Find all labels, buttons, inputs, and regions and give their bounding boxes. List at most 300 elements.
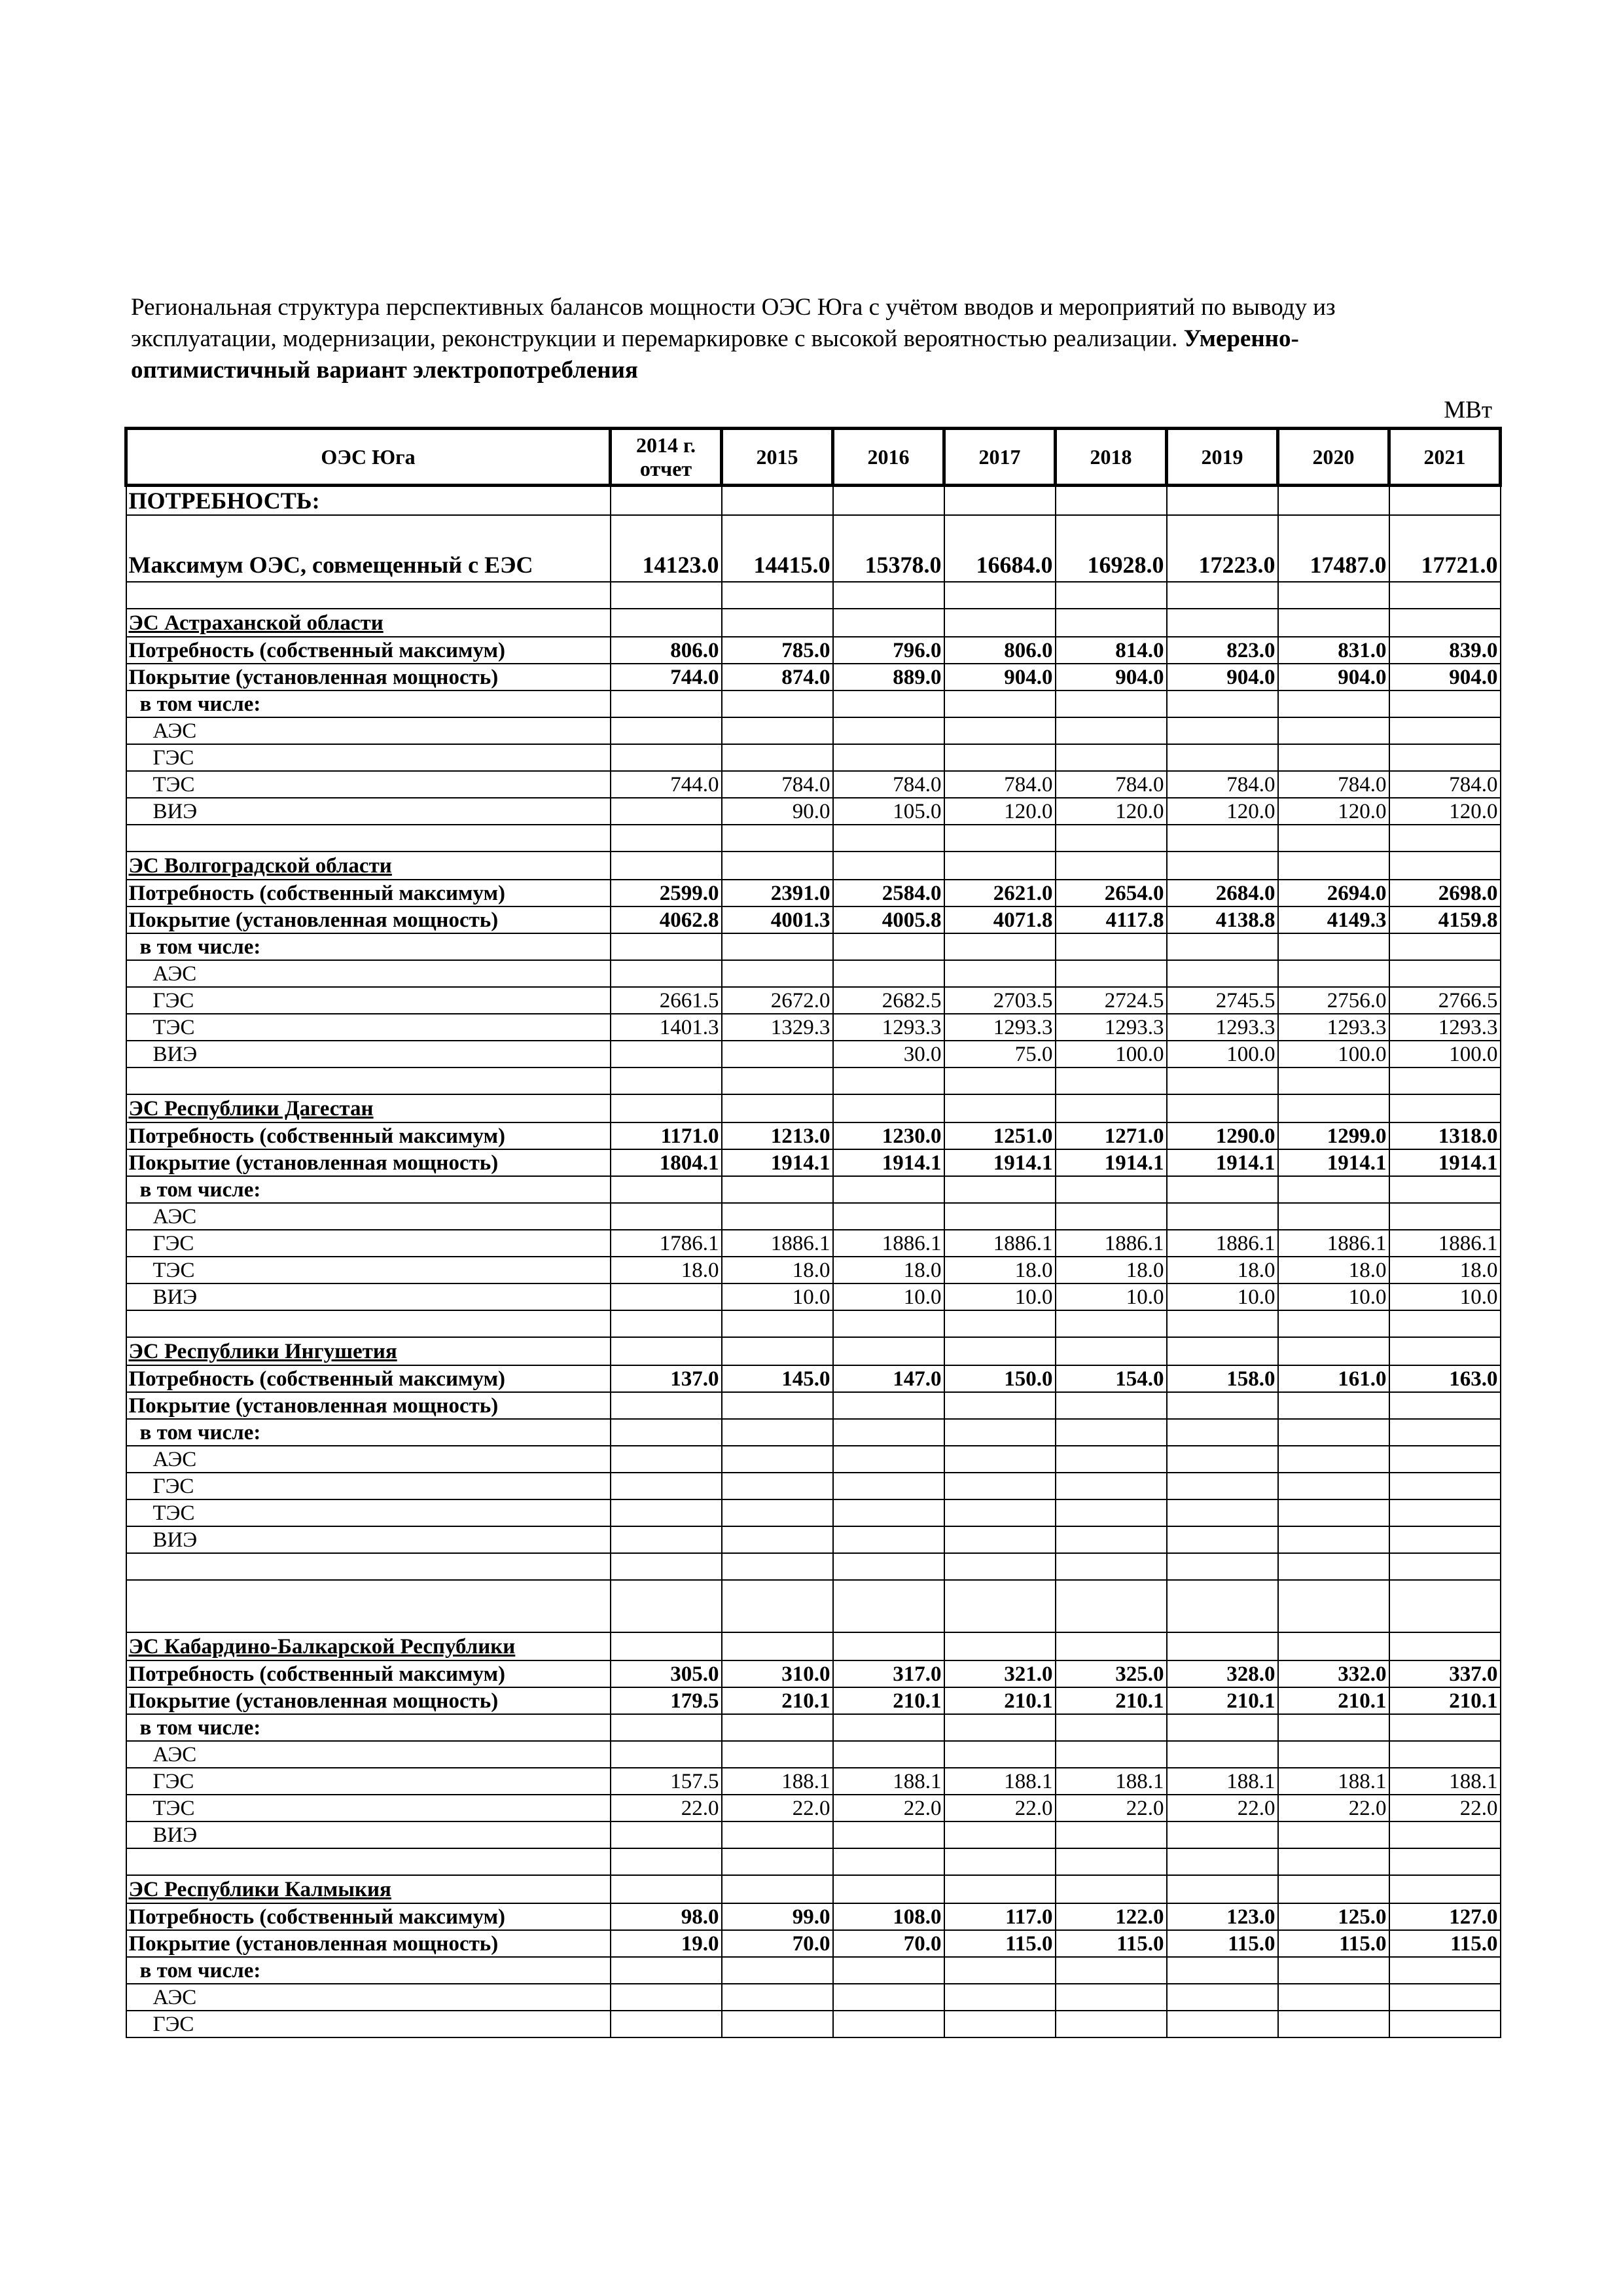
value-cell: 2672.0: [722, 987, 833, 1014]
value-cell: [1167, 1632, 1278, 1660]
res-row: [126, 1821, 1501, 1848]
value-cell: 1329.3: [722, 1014, 833, 1041]
value-cell: 4005.8: [833, 906, 944, 933]
value-cell: 874.0: [722, 664, 833, 691]
value-cell: 744.0: [611, 664, 722, 691]
value-cell: [1389, 1419, 1501, 1446]
value-cell: [833, 825, 944, 852]
value-cell: 806.0: [944, 637, 1056, 664]
value-cell: 1786.1: [611, 1230, 722, 1257]
coverage-row-label: Покрытие (установленная мощность): [126, 664, 611, 691]
tpp-row: [126, 1795, 1501, 1821]
value-cell: [722, 1580, 833, 1632]
value-cell: 123.0: [1167, 1903, 1278, 1930]
value-cell: [722, 1473, 833, 1499]
value-cell: [1167, 1553, 1278, 1580]
tpp-row-label: ТЭС: [126, 1499, 611, 1526]
value-cell: 806.0: [611, 637, 722, 664]
value-cell: 1230.0: [833, 1122, 944, 1149]
header-2014-line1: 2014 г.: [636, 433, 696, 457]
value-cell: 188.1: [1056, 1768, 1167, 1795]
value-cell: [722, 717, 833, 744]
value-cell: 1293.3: [1278, 1014, 1389, 1041]
value-cell: 120.0: [1389, 798, 1501, 825]
value-cell: [1056, 1821, 1167, 1848]
value-cell: [1278, 1176, 1389, 1203]
value-cell: 22.0: [722, 1795, 833, 1821]
value-cell: 120.0: [1056, 798, 1167, 825]
section-title-row: [126, 486, 1501, 516]
tpp-row: [126, 771, 1501, 798]
blank-row: [126, 1848, 1501, 1875]
coverage-row: [126, 1392, 1501, 1419]
value-cell: 210.1: [1167, 1687, 1278, 1714]
value-cell: [611, 1446, 722, 1473]
tpp-row: [126, 1014, 1501, 1041]
npp-row: [126, 960, 1501, 987]
blank-row-label: [126, 1553, 611, 1580]
value-cell: [722, 1094, 833, 1122]
value-cell: 75.0: [944, 1041, 1056, 1067]
value-cell: 1914.1: [833, 1149, 944, 1176]
value-cell: [1389, 609, 1501, 637]
value-cell: [833, 1499, 944, 1526]
value-cell: [722, 1337, 833, 1365]
value-cell: 145.0: [722, 1365, 833, 1392]
value-cell: [1167, 1499, 1278, 1526]
value-cell: [1278, 933, 1389, 960]
value-cell: 839.0: [1389, 637, 1501, 664]
value-cell: 2391.0: [722, 880, 833, 906]
value-cell: [833, 1526, 944, 1553]
value-cell: [1278, 1875, 1389, 1903]
header-year: 2019: [1167, 429, 1278, 486]
value-cell: [1056, 1337, 1167, 1365]
value-cell: [944, 1446, 1056, 1473]
header-row: [126, 429, 1501, 486]
value-cell: 117.0: [944, 1903, 1056, 1930]
value-cell: 16684.0: [944, 515, 1056, 582]
value-cell: [944, 1580, 1056, 1632]
value-cell: 1914.1: [1278, 1149, 1389, 1176]
value-cell: 100.0: [1278, 1041, 1389, 1067]
hpp-row-label: ГЭС: [126, 987, 611, 1014]
value-cell: [944, 1957, 1056, 1984]
value-cell: [833, 1553, 944, 1580]
value-cell: 125.0: [1278, 1903, 1389, 1930]
value-cell: 904.0: [1167, 664, 1278, 691]
value-cell: [944, 582, 1056, 609]
coverage-row: [126, 664, 1501, 691]
value-cell: [611, 1741, 722, 1768]
value-cell: 2584.0: [833, 880, 944, 906]
value-cell: [722, 1310, 833, 1337]
value-cell: [1167, 933, 1278, 960]
value-cell: [611, 960, 722, 987]
region-row-label: ЭС Республики Калмыкия: [126, 1875, 611, 1903]
coverage-row-label: Покрытие (установленная мощность): [126, 1392, 611, 1419]
value-cell: [1389, 1310, 1501, 1337]
value-cell: [722, 1446, 833, 1473]
value-cell: 332.0: [1278, 1660, 1389, 1687]
value-cell: [1056, 1957, 1167, 1984]
value-cell: 17721.0: [1389, 515, 1501, 582]
value-cell: 105.0: [833, 798, 944, 825]
value-cell: [944, 1984, 1056, 2011]
coverage-row-label: Покрытие (установленная мощность): [126, 1149, 611, 1176]
value-cell: [722, 1714, 833, 1741]
value-cell: [833, 852, 944, 880]
value-cell: [1056, 691, 1167, 717]
npp-row: [126, 717, 1501, 744]
value-cell: 1886.1: [722, 1230, 833, 1257]
npp-row: [126, 1203, 1501, 1230]
value-cell: 179.5: [611, 1687, 722, 1714]
value-cell: 161.0: [1278, 1365, 1389, 1392]
tpp-row-label: ТЭС: [126, 771, 611, 798]
value-cell: [944, 1473, 1056, 1499]
value-cell: 1914.1: [1056, 1149, 1167, 1176]
value-cell: 784.0: [944, 771, 1056, 798]
value-cell: 1886.1: [1167, 1230, 1278, 1257]
hpp-row: [126, 2011, 1501, 2037]
value-cell: [611, 2011, 722, 2037]
value-cell: [944, 1714, 1056, 1741]
value-cell: 2694.0: [1278, 880, 1389, 906]
value-cell: [611, 1067, 722, 1094]
value-cell: [1389, 1741, 1501, 1768]
hpp-row-label: ГЭС: [126, 2011, 611, 2037]
value-cell: 10.0: [1389, 1283, 1501, 1310]
value-cell: 10.0: [1278, 1283, 1389, 1310]
value-cell: [1278, 1473, 1389, 1499]
value-cell: [944, 1419, 1056, 1446]
value-cell: [611, 1176, 722, 1203]
value-cell: [1167, 1875, 1278, 1903]
value-cell: [722, 1821, 833, 1848]
including-row-label: в том числе:: [126, 1714, 611, 1741]
value-cell: [1278, 717, 1389, 744]
blank-row-label: [126, 1067, 611, 1094]
value-cell: [722, 1984, 833, 2011]
value-cell: 99.0: [722, 1903, 833, 1930]
value-cell: 127.0: [1389, 1903, 1501, 1930]
value-cell: 210.1: [1389, 1687, 1501, 1714]
value-cell: 823.0: [1167, 637, 1278, 664]
value-cell: [1278, 1526, 1389, 1553]
value-cell: [722, 486, 833, 516]
value-cell: 120.0: [944, 798, 1056, 825]
value-cell: [944, 486, 1056, 516]
value-cell: 2682.5: [833, 987, 944, 1014]
value-cell: [1278, 960, 1389, 987]
value-cell: 2724.5: [1056, 987, 1167, 1014]
value-cell: [833, 1984, 944, 2011]
coverage-row: [126, 1149, 1501, 1176]
value-cell: 2661.5: [611, 987, 722, 1014]
value-cell: [833, 1310, 944, 1337]
value-cell: [1278, 1067, 1389, 1094]
value-cell: 137.0: [611, 1365, 722, 1392]
power-balance-table: [124, 427, 1502, 2038]
region-row: [126, 852, 1501, 880]
value-cell: [1389, 1337, 1501, 1365]
max-row: [126, 515, 1501, 582]
value-cell: [722, 1632, 833, 1660]
value-cell: 1886.1: [1056, 1230, 1167, 1257]
value-cell: 1886.1: [833, 1230, 944, 1257]
value-cell: 325.0: [1056, 1660, 1167, 1687]
value-cell: 108.0: [833, 1903, 944, 1930]
value-cell: 188.1: [833, 1768, 944, 1795]
value-cell: [833, 1094, 944, 1122]
including-row: [126, 1714, 1501, 1741]
value-cell: 1318.0: [1389, 1122, 1501, 1149]
npp-row: [126, 1446, 1501, 1473]
value-cell: [1278, 486, 1389, 516]
header-2014-line2: отчет: [639, 457, 692, 480]
value-cell: [1056, 2011, 1167, 2037]
value-cell: 4149.3: [1278, 906, 1389, 933]
value-cell: [944, 744, 1056, 771]
blank-row: [126, 825, 1501, 852]
value-cell: 188.1: [722, 1768, 833, 1795]
npp-row-label: АЭС: [126, 960, 611, 987]
value-cell: [1389, 2011, 1501, 2037]
value-cell: 14123.0: [611, 515, 722, 582]
value-cell: [944, 1499, 1056, 1526]
value-cell: [1056, 1094, 1167, 1122]
value-cell: [833, 1821, 944, 1848]
value-cell: [1167, 1446, 1278, 1473]
value-cell: 157.5: [611, 1768, 722, 1795]
res-row: [126, 1041, 1501, 1067]
value-cell: 188.1: [1167, 1768, 1278, 1795]
value-cell: 1293.3: [1056, 1014, 1167, 1041]
value-cell: 4159.8: [1389, 906, 1501, 933]
value-cell: 784.0: [1389, 771, 1501, 798]
blank-row: [126, 1310, 1501, 1337]
value-cell: 4117.8: [1056, 906, 1167, 933]
coverage-row: [126, 1930, 1501, 1957]
value-cell: 210.1: [722, 1687, 833, 1714]
hpp-row-label: ГЭС: [126, 744, 611, 771]
value-cell: [1167, 1714, 1278, 1741]
value-cell: [1389, 486, 1501, 516]
value-cell: 188.1: [944, 1768, 1056, 1795]
blank-row-label: [126, 582, 611, 609]
value-cell: [1056, 1553, 1167, 1580]
hpp-row: [126, 1473, 1501, 1499]
value-cell: 2621.0: [944, 880, 1056, 906]
value-cell: [1056, 582, 1167, 609]
value-cell: [611, 1957, 722, 1984]
demand-row-label: Потребность (собственный максимум): [126, 880, 611, 906]
value-cell: 1886.1: [1389, 1230, 1501, 1257]
value-cell: [722, 1957, 833, 1984]
value-cell: [1167, 1473, 1278, 1499]
value-cell: [1389, 691, 1501, 717]
value-cell: 1293.3: [833, 1014, 944, 1041]
res-row: [126, 1283, 1501, 1310]
value-cell: [1167, 825, 1278, 852]
value-cell: [611, 1094, 722, 1122]
value-cell: [722, 582, 833, 609]
value-cell: [1278, 1392, 1389, 1419]
value-cell: [833, 1848, 944, 1875]
value-cell: 100.0: [1056, 1041, 1167, 1067]
including-row: [126, 1176, 1501, 1203]
value-cell: [1167, 1203, 1278, 1230]
demand-row-label: Потребность (собственный максимум): [126, 1903, 611, 1930]
value-cell: [1167, 744, 1278, 771]
value-cell: [611, 691, 722, 717]
value-cell: [722, 1419, 833, 1446]
value-cell: [722, 1848, 833, 1875]
value-cell: [944, 1392, 1056, 1419]
value-cell: 889.0: [833, 664, 944, 691]
value-cell: [1056, 1203, 1167, 1230]
value-cell: 1251.0: [944, 1122, 1056, 1149]
value-cell: 147.0: [833, 1365, 944, 1392]
value-cell: [722, 1203, 833, 1230]
including-row: [126, 691, 1501, 717]
value-cell: [1278, 2011, 1389, 2037]
value-cell: [722, 1526, 833, 1553]
tpp-row-label: ТЭС: [126, 1014, 611, 1041]
region-row-label: ЭС Республики Дагестан: [126, 1094, 611, 1122]
blank-row: [126, 582, 1501, 609]
table-caption: [131, 292, 1472, 386]
value-cell: [1278, 1848, 1389, 1875]
tpp-row: [126, 1257, 1501, 1283]
value-cell: [1056, 609, 1167, 637]
value-cell: 188.1: [1278, 1768, 1389, 1795]
region-row-label: ЭС Волгоградской области: [126, 852, 611, 880]
value-cell: 2698.0: [1389, 880, 1501, 906]
value-cell: [1278, 1984, 1389, 2011]
value-cell: [611, 1041, 722, 1067]
blank-row: [126, 1553, 1501, 1580]
value-cell: 904.0: [1278, 664, 1389, 691]
value-cell: [1278, 825, 1389, 852]
value-cell: 15378.0: [833, 515, 944, 582]
region-row-label: ЭС Астраханской области: [126, 609, 611, 637]
value-cell: [611, 1203, 722, 1230]
value-cell: [611, 1392, 722, 1419]
value-cell: [833, 609, 944, 637]
value-cell: [944, 609, 1056, 637]
value-cell: [1056, 852, 1167, 880]
coverage-row-label: Покрытие (установленная мощность): [126, 906, 611, 933]
value-cell: [944, 1067, 1056, 1094]
blank-row-label: [126, 1580, 611, 1632]
value-cell: [1167, 1957, 1278, 1984]
value-cell: 4062.8: [611, 906, 722, 933]
value-cell: [1389, 1580, 1501, 1632]
value-cell: [1278, 1499, 1389, 1526]
region-row: [126, 609, 1501, 637]
value-cell: 22.0: [1167, 1795, 1278, 1821]
value-cell: 1299.0: [1278, 1122, 1389, 1149]
value-cell: [833, 717, 944, 744]
value-cell: [611, 1875, 722, 1903]
value-cell: [833, 1067, 944, 1094]
value-cell: [1389, 1499, 1501, 1526]
value-cell: 1293.3: [944, 1014, 1056, 1041]
value-cell: [1167, 2011, 1278, 2037]
value-cell: 1171.0: [611, 1122, 722, 1149]
value-cell: 2684.0: [1167, 880, 1278, 906]
value-cell: 10.0: [1056, 1283, 1167, 1310]
value-cell: 1213.0: [722, 1122, 833, 1149]
npp-row-label: АЭС: [126, 1741, 611, 1768]
value-cell: 1401.3: [611, 1014, 722, 1041]
demand-row: [126, 1122, 1501, 1149]
value-cell: [1056, 1446, 1167, 1473]
value-cell: 4001.3: [722, 906, 833, 933]
max-row-label: Максимум ОЭС, совмещенный с ЕЭС: [126, 515, 611, 582]
value-cell: [1389, 1821, 1501, 1848]
value-cell: [833, 744, 944, 771]
value-cell: [1278, 1310, 1389, 1337]
value-cell: 337.0: [1389, 1660, 1501, 1687]
value-cell: [722, 825, 833, 852]
value-cell: [944, 1310, 1056, 1337]
value-cell: [1278, 1553, 1389, 1580]
value-cell: 305.0: [611, 1660, 722, 1687]
value-cell: [722, 744, 833, 771]
hpp-row-label: ГЭС: [126, 1473, 611, 1499]
header-year: 2018: [1056, 429, 1167, 486]
value-cell: [1056, 1499, 1167, 1526]
value-cell: [1167, 486, 1278, 516]
value-cell: 744.0: [611, 771, 722, 798]
value-cell: [722, 609, 833, 637]
demand-row: [126, 1660, 1501, 1687]
value-cell: 2756.0: [1278, 987, 1389, 1014]
value-cell: [722, 852, 833, 880]
value-cell: [611, 1526, 722, 1553]
value-cell: [1056, 1632, 1167, 1660]
caption-variant: Умеренно-оптимистичный вариант электропотребления: [131, 325, 1299, 384]
value-cell: 784.0: [1278, 771, 1389, 798]
value-cell: [611, 1580, 722, 1632]
value-cell: 1290.0: [1167, 1122, 1278, 1149]
value-cell: [611, 1473, 722, 1499]
value-cell: [944, 1203, 1056, 1230]
value-cell: 310.0: [722, 1660, 833, 1687]
npp-row: [126, 1741, 1501, 1768]
res-row-label: ВИЭ: [126, 1526, 611, 1553]
value-cell: [1278, 1419, 1389, 1446]
value-cell: [1056, 1580, 1167, 1632]
including-row-label: в том числе:: [126, 691, 611, 717]
value-cell: [1389, 1203, 1501, 1230]
demand-row-label: Потребность (собственный максимум): [126, 1122, 611, 1149]
header-year-2014: [611, 429, 722, 486]
hpp-row-label: ГЭС: [126, 1768, 611, 1795]
value-cell: [1389, 1875, 1501, 1903]
value-cell: [722, 1741, 833, 1768]
value-cell: [1167, 1741, 1278, 1768]
value-cell: 10.0: [722, 1283, 833, 1310]
value-cell: [1389, 1176, 1501, 1203]
value-cell: 16928.0: [1056, 515, 1167, 582]
value-cell: [1389, 1067, 1501, 1094]
value-cell: [722, 933, 833, 960]
npp-row: [126, 1984, 1501, 2011]
